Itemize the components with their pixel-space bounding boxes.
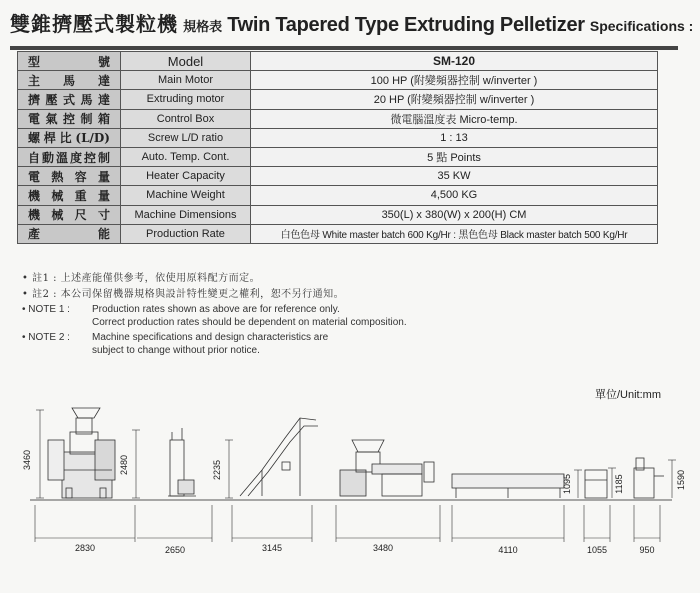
extruder-machine xyxy=(48,408,115,498)
row-en: Production Rate xyxy=(121,224,251,243)
row-cn: 螺桿比(L/D) xyxy=(18,128,121,147)
length-label: 2830 xyxy=(74,543,96,553)
table-row xyxy=(18,205,658,224)
row-cn: 產能 xyxy=(18,224,121,243)
row-en: Auto. Temp. Cont. xyxy=(121,147,251,166)
row-cn: 電氣控制箱 xyxy=(18,109,121,128)
length-label: 3145 xyxy=(261,543,283,553)
title-chinese-spec: 規格表 xyxy=(183,20,223,35)
row-cn: 機械尺寸 xyxy=(18,205,121,224)
table-header-row xyxy=(18,52,658,71)
length-label: 2650 xyxy=(164,545,186,555)
table-row xyxy=(18,128,658,147)
row-value: 1 : 13 xyxy=(251,128,658,147)
row-en: Control Box xyxy=(121,109,251,128)
note-1-text: Production rates shown as above are for reference only. Correct production rates should be dependent on material composition. xyxy=(92,304,407,328)
height-label: 1185 xyxy=(614,474,624,494)
row-value: 微電腦溫度表 Micro-temp. xyxy=(251,109,658,128)
table-row xyxy=(18,109,658,128)
note-1-key: • NOTE 1 : xyxy=(22,304,70,315)
note-2-text: Machine specifications and design characteristics are subject to change without prior notice. xyxy=(92,332,329,356)
note-cn-1: • 註1 : 上述產能僅供參考，依使用原料配方而定。 xyxy=(22,273,261,284)
note-1 xyxy=(22,304,407,329)
table-row xyxy=(18,147,658,166)
header-model: SM-120 xyxy=(251,52,658,71)
length-label: 4110 xyxy=(498,545,518,555)
title-chinese: 雙錐擠壓式製粒機 xyxy=(10,12,178,36)
length-label: 950 xyxy=(639,545,655,555)
unit-label: 單位/Unit:mm xyxy=(595,389,661,401)
header-cn: 型號 xyxy=(18,52,121,71)
row-cn: 電熱容量 xyxy=(18,167,121,186)
row-value: 350(L) x 380(W) x 200(H) CM xyxy=(251,205,658,224)
row-value: 20 HP (附變頻器控制 w/inverter ) xyxy=(251,90,658,109)
row-value: 白色色母 White master batch 600 Kg/Hr : 黑色色母 Black master batch 500 Kg/Hr xyxy=(251,224,658,243)
cutter-machine xyxy=(634,458,664,498)
height-label: 2235 xyxy=(212,459,222,481)
note-2-key: • NOTE 2 : xyxy=(22,332,70,343)
pelletizer-machine xyxy=(168,428,196,496)
machine-line-drawing xyxy=(0,370,700,593)
row-en: Machine Weight xyxy=(121,186,251,205)
notes xyxy=(22,273,407,357)
row-cn: 擠壓式馬達 xyxy=(18,90,121,109)
page-title xyxy=(10,8,694,44)
row-en: Main Motor xyxy=(121,71,251,90)
row-value: 4,500 KG xyxy=(251,186,658,205)
table-row xyxy=(18,224,658,243)
row-cn: 主馬達 xyxy=(18,71,121,90)
height-label: 1095 xyxy=(562,473,572,495)
table-row xyxy=(18,71,658,90)
table-row xyxy=(18,186,658,205)
length-label: 3480 xyxy=(372,543,394,553)
title-rule xyxy=(10,46,678,50)
row-en: Screw L/D ratio xyxy=(121,128,251,147)
row-en: Extruding motor xyxy=(121,90,251,109)
spec-table xyxy=(17,51,658,244)
row-value: 35 KW xyxy=(251,167,658,186)
row-cn: 自動溫度控制 xyxy=(18,147,121,166)
row-cn: 機械重量 xyxy=(18,186,121,205)
row-value: 100 HP (附變頻器控制 w/inverter ) xyxy=(251,71,658,90)
row-value: 5 點 Points xyxy=(251,147,658,166)
note-cn-2: • 註2 : 本公司保留機器規格與設計特性變更之權利，恕不另行通知。 xyxy=(22,288,345,300)
cooling-tank xyxy=(452,474,564,498)
title-english-spec: Specifications : xyxy=(589,18,694,34)
height-label: 3460 xyxy=(22,449,32,471)
conveyor-machine xyxy=(240,418,318,496)
height-label: 2480 xyxy=(119,454,129,476)
second-extruder xyxy=(340,440,434,496)
table-row xyxy=(18,167,658,186)
row-en: Machine Dimensions xyxy=(121,205,251,224)
dryer-machine xyxy=(585,470,607,498)
note-2 xyxy=(22,332,407,357)
height-label: 1590 xyxy=(676,469,686,491)
table-row xyxy=(18,90,658,109)
title-english: Twin Tapered Type Extruding Pelletizer xyxy=(227,14,585,36)
row-en: Heater Capacity xyxy=(121,167,251,186)
length-label: 1055 xyxy=(586,545,608,555)
header-en: Model xyxy=(121,52,251,71)
